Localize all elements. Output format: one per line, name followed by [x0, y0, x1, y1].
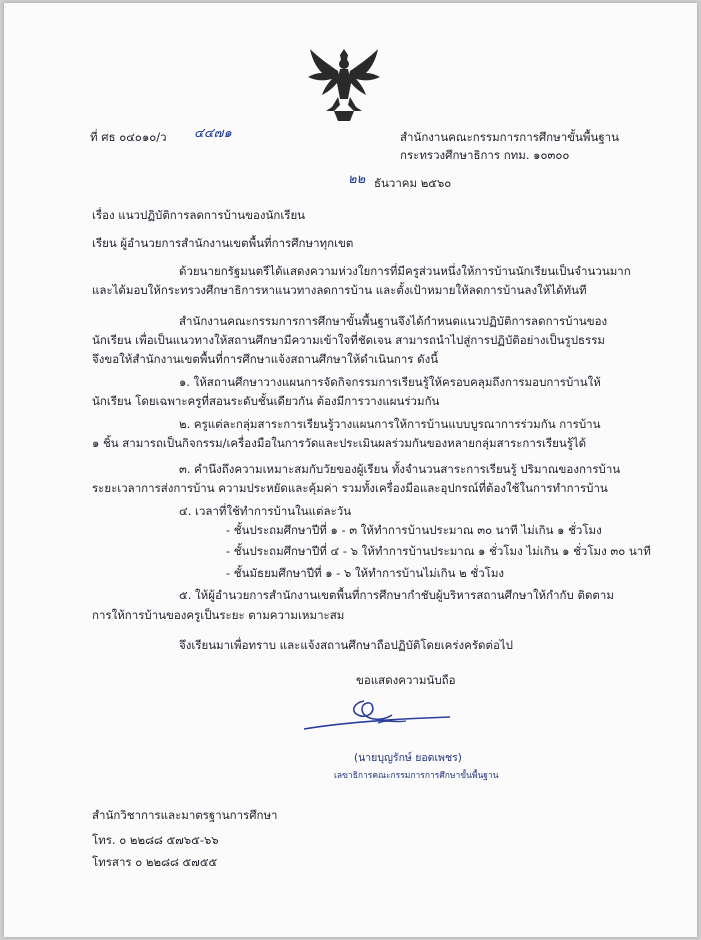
footer-department: สำนักวิชาการและมาตรฐานการศึกษา [92, 808, 278, 822]
item-4-grade-1-3: - ชั้นประถมศึกษาปีที่ ๑ - ๓ ให้ทำการบ้านประมาณ ๓๐ นาที ไม่เกิน ๑ ชั่วโมง [226, 523, 602, 537]
body-paragraph-2: สำนักงานคณะกรรมการการศึกษาขั้นพื้นฐานจึงได้กำหนดแนวปฏิบัติการลดการบ้านของ [179, 314, 608, 328]
subject-line: เรื่อง แนวปฏิบัติการลดการบ้านของนักเรียน [92, 208, 306, 222]
garuda-emblem-icon [304, 45, 384, 123]
item-4: ๔. เวลาที่ใช้ทำการบ้านในแต่ละวัน [179, 504, 352, 518]
handwritten-signature [300, 693, 460, 743]
body-paragraph-1-line-2: และได้มอบให้กระทรวงศึกษาธิการหาแนวทางลดการบ้าน และตั้งเป้าหมายให้ลดการบ้านลงให้ได้ทันที [92, 283, 587, 297]
item-5: ๕. ให้ผู้อำนวยการสำนักงานเขตพื้นที่การศึกษากำชับผู้บริหารสถานศึกษาให้กำกับ ติดตาม [179, 588, 614, 602]
signatory-title: เลขาธิการคณะกรรมการการศึกษาขั้นพื้นฐาน [334, 771, 499, 781]
item-1: ๑. ให้สถานศึกษาวางแผนการจัดกิจกรรมการเรียนรู้ให้ครอบคลุมถึงการมอบการบ้านให้ [179, 375, 601, 389]
body-paragraph-2-line-3: จึงขอให้สำนักงานเขตพื้นที่การศึกษาแจ้งสถานศึกษาให้ดำเนินการ ดังนี้ [92, 352, 439, 366]
regards: ขอแสดงความนับถือ [356, 673, 456, 687]
footer-fax: โทรสาร ๐ ๒๒๘๘ ๕๗๕๕ [92, 855, 218, 869]
body-paragraph-1: ด้วยนายกรัฐมนตรีได้แสดงความห่วงใยการที่มีครูส่วนหนึ่งให้การบ้านนักเรียนเป็นจำนวนมาก [179, 264, 631, 278]
body-paragraph-2-line-2: นักเรียน เพื่อเป็นแนวทางให้สถานศึกษามีความเข้าใจที่ชัดเจน สามารถนำไปสู่การปฏิบัติอย่างเป็นรูปธรรม [92, 333, 605, 347]
reference-number: ที่ ศธ ๐๔๐๑๐/ว [90, 130, 167, 144]
letter-page [4, 3, 697, 937]
item-4-secondary: - ชั้นมัธยมศึกษาปีที่ ๑ - ๖ ให้ทำการบ้านไม่เกิน ๒ ชั่วโมง [226, 566, 505, 580]
closing-line: จึงเรียนมาเพื่อทราบ และแจ้งสถานศึกษาถือปฏิบัติโดยเคร่งครัดต่อไป [179, 638, 513, 652]
item-5-line-2: การให้การบ้านของครูเป็นระยะ ตามความเหมาะสม [92, 608, 345, 622]
letter-date: ธันวาคม ๒๕๖๐ [374, 176, 452, 190]
item-1-line-2: นักเรียน โดยเฉพาะครูที่สอนระดับชั้นเดียวกัน ต้องมีการวางแผนร่วมกัน [92, 394, 440, 408]
item-4-grade-4-6: - ชั้นประถมศึกษาปีที่ ๔ - ๖ ให้ทำการบ้านประมาณ ๑ ชั่วโมง ไม่เกิน ๑ ชั่วโมง ๓๐ นาที [226, 544, 651, 558]
signatory-name: (นายบุญรักษ์ ยอดเพชร) [354, 752, 462, 764]
date-day-handwritten: ๒๒ [348, 172, 366, 187]
item-3: ๓. คำนึงถึงความเหมาะสมกับวัยของผู้เรียน ทั้งจำนวนสาระการเรียนรู้ ปริมาณของการบ้าน [179, 462, 621, 476]
salutation-line: เรียน ผู้อำนวยการสำนักงานเขตพื้นที่การศึกษาทุกเขต [92, 236, 354, 250]
item-3-line-2: ระยะเวลาการส่งการบ้าน ความประหยัดและคุ้มค่า รวมทั้งเครื่องมือและอุปกรณ์ที่ต้องใช้ในการทำการบ้าน [92, 481, 608, 495]
office-address: กระทรวงศึกษาธิการ กทม. ๑๐๓๐๐ [400, 148, 570, 162]
office-name: สำนักงานคณะกรรมการการศึกษาขั้นพื้นฐาน [400, 130, 619, 144]
item-2: ๒. ครูแต่ละกลุ่มสาระการเรียนรู้วางแผนการให้การบ้านแบบบูรณาการร่วมกัน การบ้าน [179, 417, 601, 431]
item-2-line-2: ๑ ชิ้น สามารถเป็นกิจกรรม/เครื่องมือในการวัดและประเมินผลร่วมกันของหลายกลุ่มสาระการเรียนรู้ได้ [92, 436, 587, 450]
footer-telephone: โทร. ๐ ๒๒๘๘ ๕๗๖๕-๖๖ [92, 833, 219, 847]
reference-number-handwritten: ๔๔๗๑ [194, 126, 232, 141]
